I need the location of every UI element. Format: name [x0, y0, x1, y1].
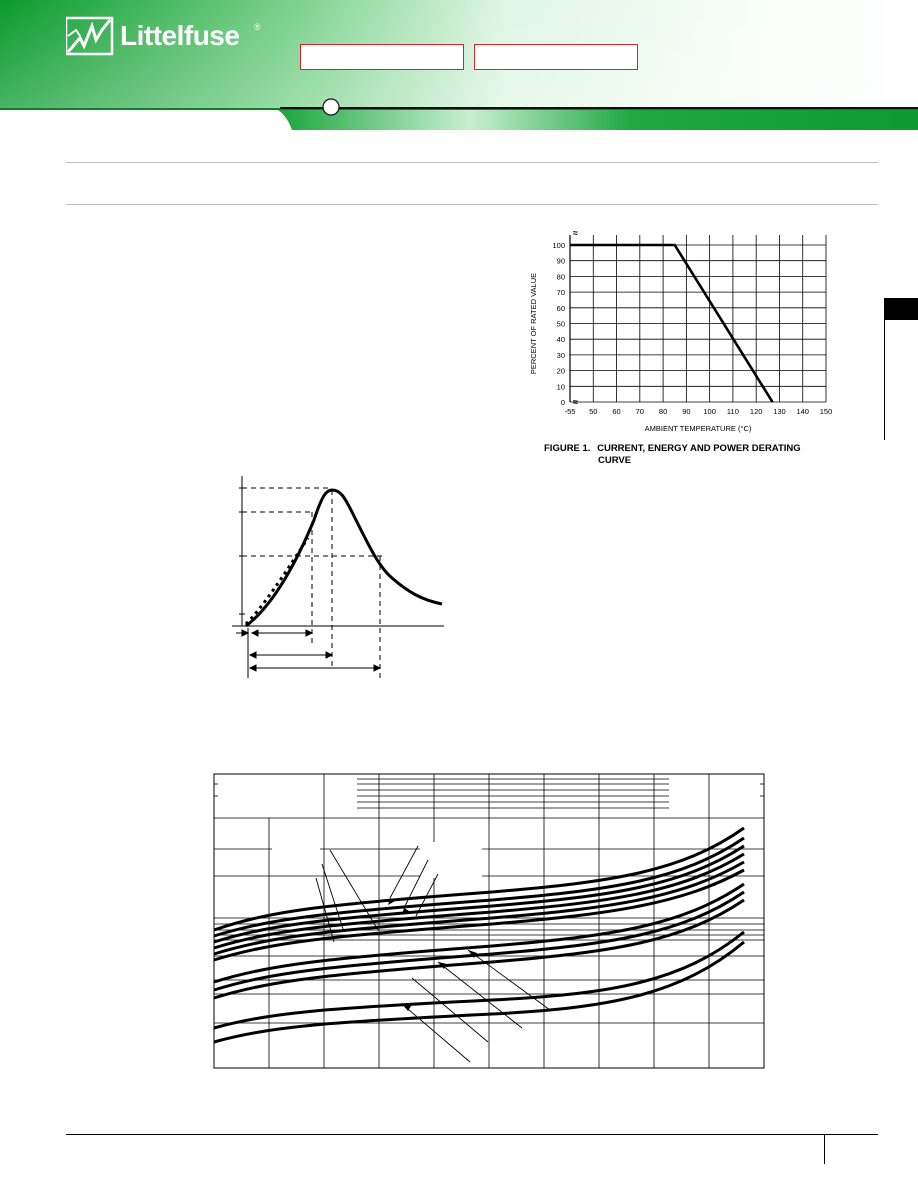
axis-break-top: ≈: [573, 228, 578, 238]
figure1-caption-line2-wrap: [598, 455, 631, 467]
derating-chart: [520, 220, 850, 442]
x-axis-label: AMBIENT TEMPERATURE (°C): [644, 424, 752, 433]
x-tick-label: 80: [658, 407, 668, 416]
x-tick-label: 130: [773, 407, 786, 416]
footer-rule: [66, 1134, 878, 1135]
y-tick-label: 10: [556, 382, 565, 392]
y-axis-label: PERCENT OF RATED VALUE: [529, 272, 538, 375]
waveform-guides: [242, 488, 382, 678]
y-tick-label: 70: [556, 288, 565, 298]
x-tick-label: 70: [635, 407, 644, 416]
figure1-caption: [544, 443, 801, 455]
vi-characteristic-figure: [212, 772, 766, 1070]
y-tick-label: 80: [556, 272, 565, 282]
rule-middle: [66, 204, 878, 205]
company-logo: [66, 16, 266, 56]
figure1-caption-prefix: FIGURE 1.: [544, 443, 591, 454]
x-tick-label: 120: [749, 407, 763, 416]
waveform-curve: [246, 490, 442, 626]
logo-text: Littelfuse: [120, 20, 240, 51]
y-tick-label: 20: [556, 366, 565, 376]
y-tick-label: 50: [556, 319, 565, 329]
y-tick-label: 0: [560, 398, 565, 407]
header-box-right: [474, 44, 638, 70]
rule-top: [66, 162, 878, 163]
x-tick-label: 90: [682, 407, 691, 416]
footer-tick: [824, 1134, 825, 1164]
waveform-axes: [232, 476, 444, 626]
section-tab: [884, 298, 918, 320]
y-tick-label: 60: [556, 303, 565, 313]
y-tick-label: 90: [556, 256, 565, 266]
vi-label-area-mid: [420, 842, 482, 878]
x-tick-label: -55: [564, 407, 576, 416]
figure1-caption-line2: CURVE: [598, 455, 632, 466]
y-tick-label: 40: [556, 335, 565, 345]
vi-label-area-left: [272, 842, 320, 872]
figure1-caption-line1: CURRENT, ENERGY AND POWER DERATING: [597, 443, 801, 454]
y-tick-label: 30: [556, 350, 565, 360]
registered-mark: ®: [254, 22, 261, 32]
section-tab-line: [884, 320, 885, 440]
logo-mark-icon: [66, 16, 114, 56]
header-box-left: [300, 44, 464, 70]
vi-grid: [214, 774, 764, 1068]
x-tick-label: 50: [589, 407, 598, 416]
x-tick-label: 110: [726, 407, 739, 416]
x-tick-label: 150: [819, 407, 833, 416]
pulse-waveform-figure: [222, 468, 452, 678]
x-tick-label: 100: [703, 407, 716, 416]
y-tick-label: 100: [552, 241, 565, 250]
vi-leader-lines: [316, 846, 550, 1062]
axis-break-bottom: ≈: [573, 397, 578, 407]
waveform-dimension-arrows: [236, 628, 380, 678]
x-tick-label: 140: [796, 407, 809, 416]
x-tick-label: 60: [612, 407, 621, 416]
